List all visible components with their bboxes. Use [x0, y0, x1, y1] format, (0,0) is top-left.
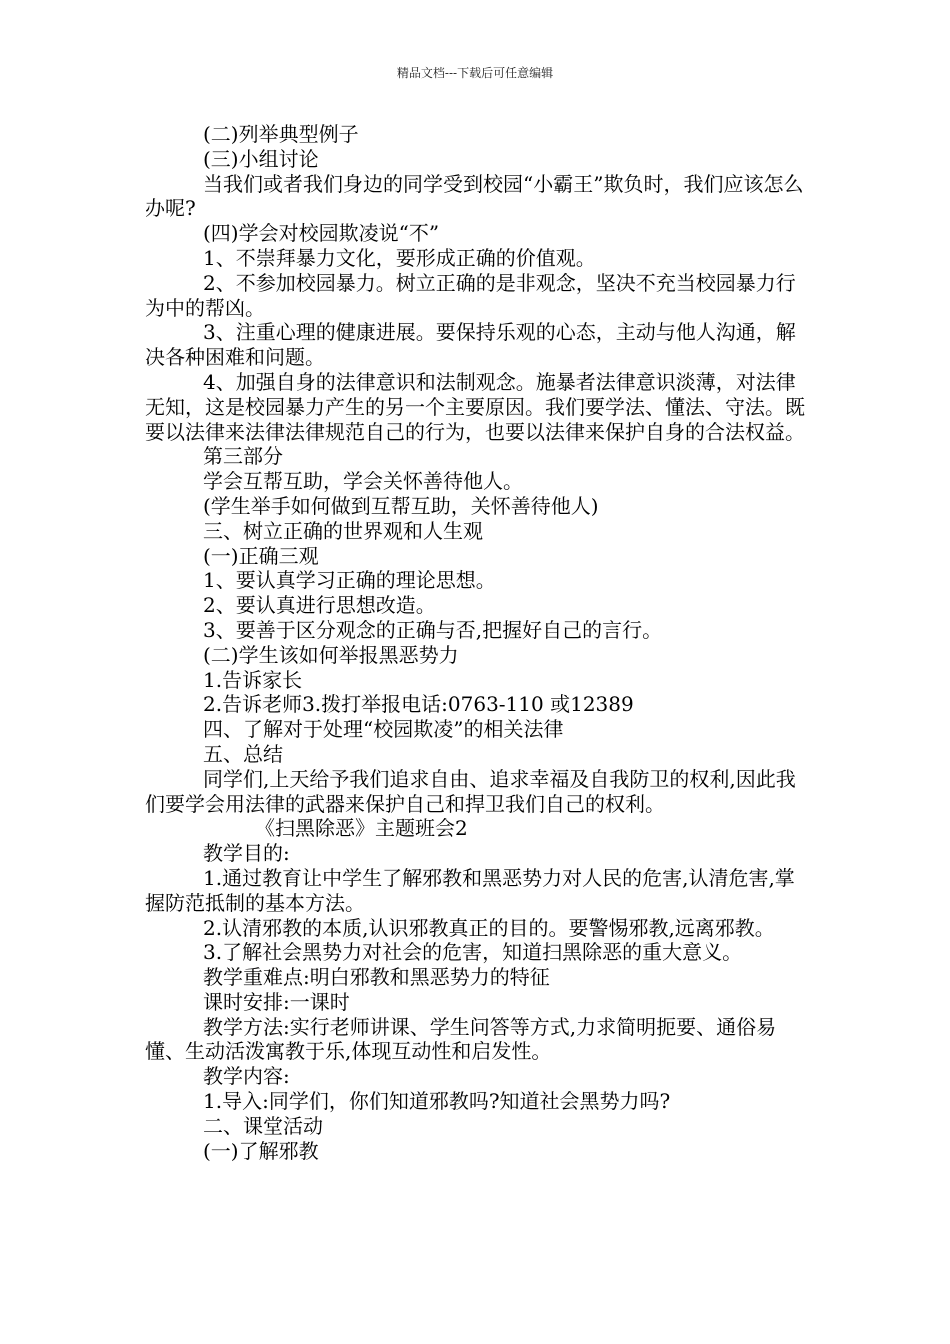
paragraph: 3.了解社会黑势力对社会的危害，知道扫黑除恶的重大意义。: [203, 940, 743, 965]
paragraph: 第三部分: [203, 444, 283, 469]
paragraph: (二)学生该如何举报黑恶势力: [203, 642, 459, 667]
paragraph: 学会互帮互助，学会关怀善待他人。: [203, 469, 523, 494]
paragraph: 课时安排:一课时: [203, 989, 350, 1014]
paragraph: 1、不崇拜暴力文化，要形成正确的价值观。: [203, 245, 596, 270]
paragraph: 1、要认真学习正确的理论思想。: [203, 568, 496, 593]
paragraph: 五、总结: [203, 741, 283, 766]
paragraph: 教学方法:实行老师讲课、学生问答等方式,力求简明扼要、通俗易懂、生动活泼寓教于乐,体现互动性和启发性。: [145, 1014, 777, 1064]
paragraph: 教学内容:: [203, 1064, 290, 1089]
paragraph: (一)正确三观: [203, 543, 319, 568]
paragraph: (一)了解邪教: [203, 1138, 319, 1163]
paragraph: 3、要善于区分观念的正确与否,把握好自己的言行。: [203, 617, 663, 642]
paragraph: 2.告诉老师3.拨打举报电话:0763-110 或12389: [203, 692, 634, 717]
paragraph: 1.导入:同学们，你们知道邪教吗?知道社会黑势力吗?: [203, 1089, 671, 1114]
page-header: 精品文档---下载后可任意编辑: [396, 66, 554, 80]
paragraph: 2.认清邪教的本质,认识邪教真正的目的。要警惕邪教,远离邪教。: [203, 915, 775, 940]
paragraph: 教学目的:: [203, 841, 290, 866]
paragraph: 当我们或者我们身边的同学受到校园“小霸王”欺负时，我们应该怎么办呢?: [145, 171, 804, 221]
paragraph: 二、课堂活动: [203, 1113, 323, 1138]
paragraph: 四、了解对于处理“校园欺凌”的相关法律: [203, 717, 564, 742]
paragraph: 2、要认真进行思想改造。: [203, 593, 436, 618]
paragraph: (学生举手如何做到互帮互助，关怀善待他人): [203, 493, 599, 518]
paragraph: (四)学会对校园欺凌说“不”: [203, 221, 440, 246]
paragraph: 三、树立正确的世界观和人生观: [203, 518, 483, 543]
paragraph: 1.通过教育让中学生了解邪教和黑恶势力对人民的危害,认清危害,掌握防范抵制的基本方法。: [145, 865, 795, 915]
paragraph: (三)小组讨论: [203, 146, 319, 171]
paragraph: 1.告诉家长: [203, 667, 303, 692]
paragraph: 3、注重心理的健康进展。要保持乐观的心态，主动与他人沟通，解决各种困难和问题。: [145, 320, 796, 370]
paragraph: (二)列举典型例子: [203, 122, 359, 146]
section-title: 《扫黑除恶》主题班会2: [255, 816, 468, 841]
paragraph: 2、不参加校园暴力。树立正确的是非观念，坚决不充当校园暴力行为中的帮凶。: [145, 270, 796, 320]
paragraph: 4、加强自身的法律意识和法制观念。施暴者法律意识淡薄，对法律无知，这是校园暴力产生的另一个主要原因。我们要学法、懂法、守法。既要以法律来法律法律规范自己的行为，也要以法律来保护自身的合法权益。: [145, 369, 805, 444]
paragraph: 同学们,上天给予我们追求自由、追求幸福及自我防卫的权利,因此我们要学会用法律的武器来保护自己和捍卫我们自己的权利。: [145, 766, 796, 816]
document-body: [145, 122, 810, 1163]
paragraph: 教学重难点:明白邪教和黑恶势力的特征: [203, 965, 550, 990]
